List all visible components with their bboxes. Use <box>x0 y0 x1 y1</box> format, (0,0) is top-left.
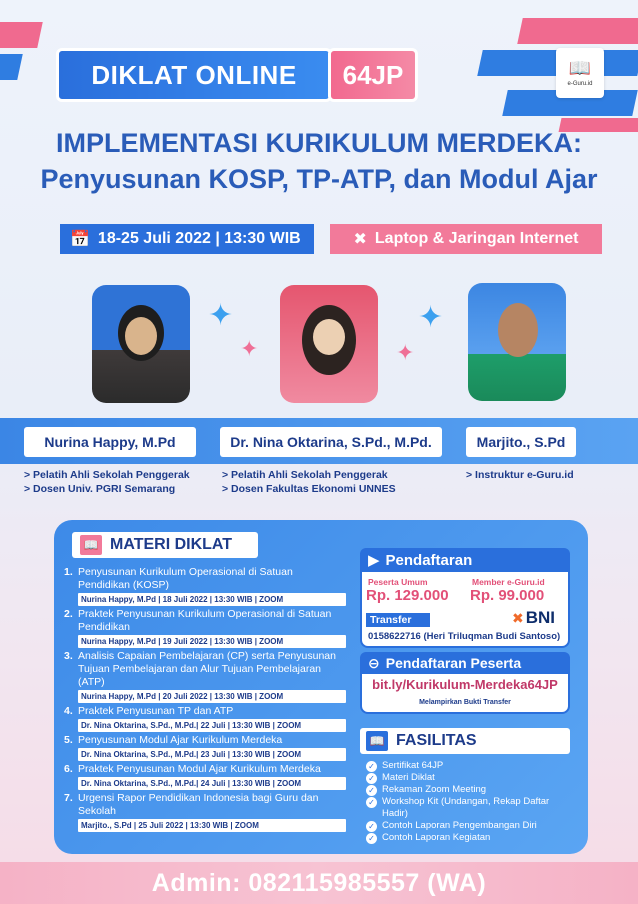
facilities-heading <box>360 728 570 754</box>
speaker-role: > Pelatih Ahli Sekolah Penggerak <box>24 469 190 481</box>
sparkle-icon: ✦ <box>208 299 234 332</box>
calendar-icon: 📅 <box>70 231 90 248</box>
face-shape <box>313 319 345 355</box>
item-number: 7. <box>64 792 73 804</box>
materi-heading <box>72 532 258 558</box>
general-price-label: Peserta Umum <box>368 577 428 587</box>
speaker-photo-1 <box>92 285 190 403</box>
list-item <box>64 705 346 732</box>
registration-heading <box>360 548 570 572</box>
bni-logo <box>512 608 555 628</box>
title-line1: IMPLEMENTASI KURIKULUM MERDEKA: <box>56 128 582 158</box>
badge-title: DIKLAT ONLINE <box>56 48 332 102</box>
face-shape <box>125 317 157 355</box>
list-item <box>64 650 346 703</box>
check-icon: ✓ <box>366 785 377 796</box>
registration-note: Melampirkan Bukti Transfer <box>419 699 511 706</box>
speaker-photo-2 <box>280 285 378 403</box>
speaker-role: > Pelatih Ahli Sekolah Penggerak <box>222 469 388 481</box>
list-item <box>366 772 576 784</box>
member-price-label: Member e-Guru.id <box>472 577 545 587</box>
participant-registration-heading <box>360 652 570 674</box>
sparkle-icon: ✦ <box>240 336 259 361</box>
list-item <box>64 608 346 648</box>
item-meta: Dr. Nina Oktarina, S.Pd., M.Pd.| 24 Juli | 13:30 WIB | ZOOM <box>78 777 346 790</box>
title-line2: Penyusunan KOSP, TP-ATP, dan Modul Ajar <box>40 164 598 194</box>
facilities-list <box>366 760 576 844</box>
account-number: 0158622716 (Heri Triluqman Budi Santoso) <box>368 631 561 642</box>
speaker-desc <box>466 468 574 482</box>
materi-heading-text: MATERI DIKLAT <box>110 536 233 553</box>
list-item <box>64 763 346 790</box>
list-item <box>64 734 346 761</box>
speaker-name: Dr. Nina Oktarina, S.Pd., M.Pd. <box>220 427 442 457</box>
item-number: 2. <box>64 608 73 620</box>
badge-jp: 64JP <box>328 48 418 102</box>
minus-icon: ⊖ <box>368 654 380 671</box>
decor-stripe <box>517 18 638 44</box>
date-text: 18-25 Juli 2022 | 13:30 WIB <box>97 230 301 247</box>
book-icon: 📖 <box>80 535 102 555</box>
list-item <box>366 796 576 820</box>
item-meta: Marjito., S.Pd | 25 Juli 2022 | 13:30 WIB | ZOOM <box>78 819 346 832</box>
requirement-pill <box>330 224 602 254</box>
check-icon: ✓ <box>366 821 377 832</box>
materi-list <box>64 566 346 834</box>
item-number: 3. <box>64 650 73 662</box>
item-meta: Nurina Happy, M.Pd | 18 Juli 2022 | 13:30 WIB | ZOOM <box>78 593 346 606</box>
list-item <box>64 566 346 606</box>
registration-link[interactable]: bit.ly/Kurikulum-Merdeka64JP <box>372 677 558 692</box>
list-item <box>366 760 576 772</box>
date-pill <box>60 224 314 254</box>
facilities-heading-text: FASILITAS <box>396 732 477 749</box>
eguru-logo <box>556 48 604 98</box>
speaker-name: Marjito., S.Pd <box>466 427 576 457</box>
speaker-role: > Dosen Fakultas Ekonomi UNNES <box>222 483 396 495</box>
item-text: Penyusunan Modul Ajar Kurikulum Merdeka <box>78 734 283 746</box>
transfer-label: Transfer <box>366 613 430 627</box>
item-meta: Dr. Nina Oktarina, S.Pd., M.Pd.| 22 Juli | 13:30 WIB | ZOOM <box>78 719 346 732</box>
facility-text: Contoh Laporan Pengembangan Diri <box>382 820 537 831</box>
list-item <box>64 792 346 832</box>
item-text: Analisis Capaian Pembelajaran (CP) serta Penyusunan Tujuan Pembelajaran dan Alur Tujuan Pembelajaran (ATP) <box>78 650 336 688</box>
speaker-desc <box>24 468 190 496</box>
facility-text: Contoh Laporan Kegiatan <box>382 832 491 843</box>
play-icon: ▶ <box>368 552 380 569</box>
check-icon: ✓ <box>366 797 377 808</box>
requirement-text: Laptop & Jaringan Internet <box>374 230 579 247</box>
item-meta: Dr. Nina Oktarina, S.Pd., M.Pd.| 23 Juli | 13:30 WIB | ZOOM <box>78 748 346 761</box>
face-shape <box>498 303 538 357</box>
speaker-role: > Dosen Univ. PGRI Semarang <box>24 483 176 495</box>
admin-contact: Admin: 082115985557 (WA) <box>0 862 638 904</box>
check-icon: ✓ <box>366 773 377 784</box>
item-number: 6. <box>64 763 73 775</box>
event-badge <box>56 48 420 102</box>
facility-text: Sertifikat 64JP <box>382 760 444 771</box>
book-icon: 📖 <box>366 731 388 751</box>
facility-text: Workshop Kit (Undangan, Rekap Daftar Hadir) <box>382 796 550 819</box>
logo-text: e-Guru.id <box>567 81 593 87</box>
decor-stripe <box>0 54 23 80</box>
item-text: Penyusunan Kurikulum Operasional di Satuan Pendidikan (KOSP) <box>78 566 293 591</box>
book-icon: 📖 <box>568 58 592 78</box>
speaker-photo-3 <box>468 283 566 401</box>
bni-mark-icon: ✖ <box>512 609 524 626</box>
item-number: 5. <box>64 734 73 746</box>
item-number: 4. <box>64 705 73 717</box>
sparkle-icon: ✦ <box>418 301 444 334</box>
item-text: Praktek Penyusunan TP dan ATP <box>78 705 234 717</box>
speaker-name: Nurina Happy, M.Pd <box>24 427 196 457</box>
check-icon: ✓ <box>366 761 377 772</box>
item-text: Praktek Penyusunan Kurikulum Operasional di Satuan Pendidikan <box>78 608 332 633</box>
bank-name: BNI <box>525 608 556 627</box>
facility-text: Rekaman Zoom Meeting <box>382 784 487 795</box>
item-number: 1. <box>64 566 73 578</box>
facility-text: Materi Diklat <box>382 772 435 783</box>
item-meta: Nurina Happy, M.Pd | 19 Juli 2022 | 13:30 WIB | ZOOM <box>78 635 346 648</box>
registration-heading-text: Pendaftaran <box>385 551 473 569</box>
list-item <box>366 832 576 844</box>
general-price: Rp. 129.000 <box>366 587 449 604</box>
check-icon: ✓ <box>366 833 377 844</box>
list-item <box>366 784 576 796</box>
item-meta: Nurina Happy, M.Pd | 20 Juli 2022 | 13:30 WIB | ZOOM <box>78 690 346 703</box>
decor-stripe <box>0 22 43 48</box>
speaker-role: > Instruktur e-Guru.id <box>466 469 574 481</box>
sparkle-icon: ✦ <box>396 340 415 365</box>
tools-icon: ✖ <box>353 231 367 248</box>
item-text: Praktek Penyusunan Modul Ajar Kurikulum Merdeka <box>78 763 321 775</box>
item-text: Urgensi Rapor Pendidikan Indonesia bagi Guru dan Sekolah <box>78 792 319 817</box>
list-item <box>366 820 576 832</box>
member-price: Rp. 99.000 <box>470 587 545 604</box>
speaker-desc <box>222 468 396 496</box>
participant-registration-text: Pendaftaran Peserta <box>385 655 522 671</box>
